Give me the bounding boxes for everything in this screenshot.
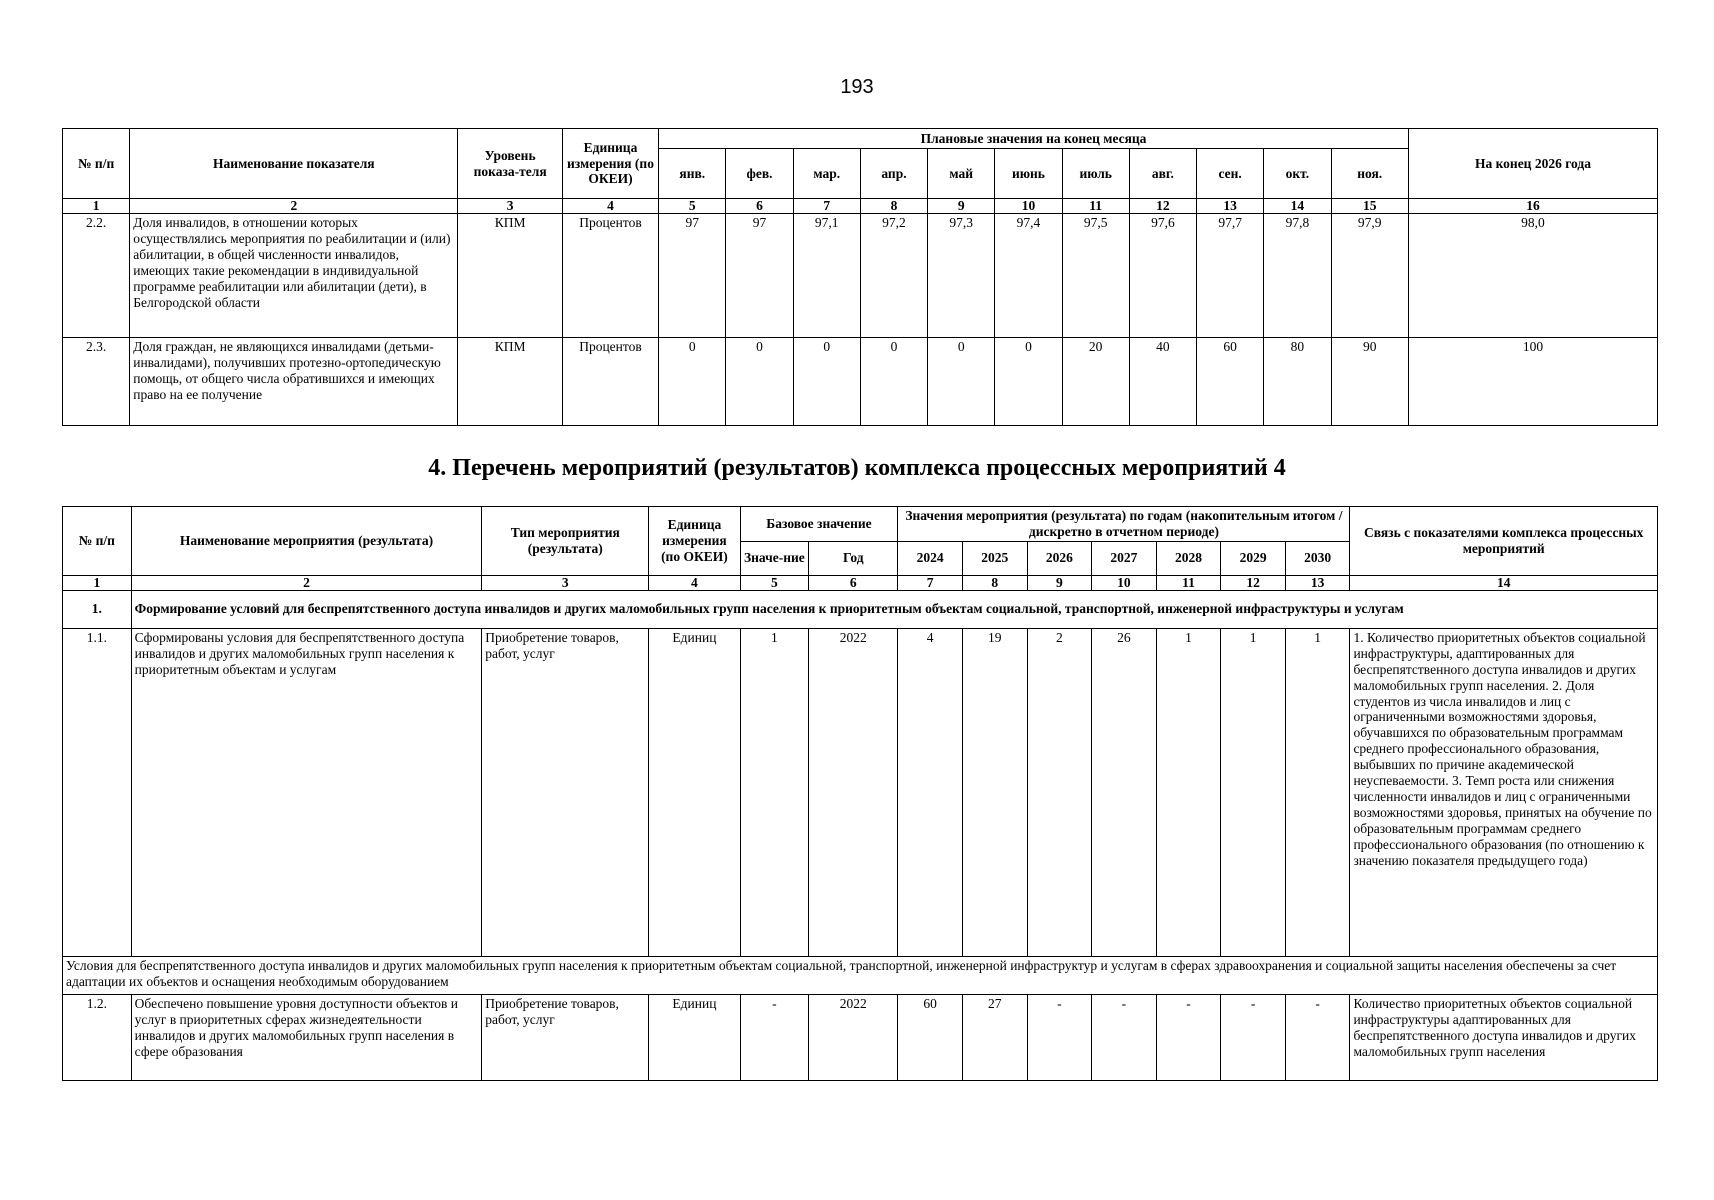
header-unit: Единица измерения (по ОКЕИ) [649, 507, 740, 576]
row-link: Количество приоритетных объектов социальной инфраструктуры адаптированных для беспрепятственного доступа инвалидов и других маломобильных групп населения [1350, 994, 1658, 1080]
row-base-value: - [740, 994, 809, 1080]
header-num: № п/п [63, 507, 132, 576]
row-value: 97,3 [928, 214, 995, 338]
row-year-value: - [1221, 994, 1286, 1080]
row-num: 2.2. [63, 214, 130, 338]
header-link: Связь с показателями комплекса процессных мероприятий [1350, 507, 1658, 576]
col-number: 3 [458, 199, 562, 214]
row-num: 1.2. [63, 994, 132, 1080]
header-year: 2027 [1092, 541, 1157, 575]
row-year-value: 19 [962, 628, 1027, 956]
col-number: 8 [962, 575, 1027, 590]
row-base-year: 2022 [809, 994, 898, 1080]
col-number: 5 [740, 575, 809, 590]
row-value: 0 [726, 338, 793, 426]
table-row [63, 214, 1658, 338]
row-unit: Процентов [562, 338, 658, 426]
row-value: 97,2 [860, 214, 927, 338]
header-month: окт. [1264, 149, 1331, 199]
row-value: 40 [1129, 338, 1196, 426]
col-number: 13 [1197, 199, 1264, 214]
row-level: КПМ [458, 214, 562, 338]
header-year: 2024 [898, 541, 963, 575]
row-value: 97,5 [1062, 214, 1129, 338]
header-month: апр. [860, 149, 927, 199]
row-value: 90 [1331, 338, 1408, 426]
col-number: 6 [809, 575, 898, 590]
row-value: 20 [1062, 338, 1129, 426]
row-value: 0 [928, 338, 995, 426]
row-end: 100 [1408, 338, 1657, 426]
section-row [63, 590, 1658, 628]
row-value: 97,4 [995, 214, 1062, 338]
col-number: 7 [793, 199, 860, 214]
header-month: ноя. [1331, 149, 1408, 199]
row-unit: Единиц [649, 994, 740, 1080]
row-unit: Единиц [649, 628, 740, 956]
header-month: авг. [1129, 149, 1196, 199]
row-year-value: 26 [1092, 628, 1157, 956]
col-number: 6 [726, 199, 793, 214]
column-numbers-row [63, 575, 1658, 590]
col-number: 8 [860, 199, 927, 214]
row-value: 60 [1197, 338, 1264, 426]
header-month: янв. [659, 149, 726, 199]
row-value: 0 [995, 338, 1062, 426]
col-number: 14 [1264, 199, 1331, 214]
col-number: 7 [898, 575, 963, 590]
col-number: 3 [482, 575, 649, 590]
row-link: 1. Количество приоритетных объектов социальной инфраструктуры, адаптированных для беспрепятственного доступа инвалидов и других маломобильных групп населения. 2. Доля студентов из числа инвалидов и лиц с ограниченными возможностями здоровья, обучавшихся по образовательным программам среднего профессионального образования, выбывших по причине академической неуспеваемости. 3. Темп роста или снижения численности инвалидов и лиц с ограниченными возможностями здоровья, принятых на обучение по образовательным программам среднего профессионального образования (по отношению к значению показателя предыдущего года) [1350, 628, 1658, 956]
row-base-value: 1 [740, 628, 809, 956]
header-unit: Единица измерения (по ОКЕИ) [562, 129, 658, 199]
col-number: 15 [1331, 199, 1408, 214]
description-text: Условия для беспрепятственного доступа инвалидов и других маломобильных групп населения к приоритетным объектам социальной, транспортной, инженерной инфраструктур и услугам в сферах здравоохранения и социальной защиты населения обеспечены за счет адаптации их объектов и оснащения необходимым оборудованием [63, 956, 1658, 994]
col-number: 12 [1221, 575, 1286, 590]
table-row [63, 628, 1658, 956]
section-title: 4. Перечень мероприятий (результатов) комплекса процессных мероприятий 4 [428, 455, 1286, 481]
col-number: 5 [659, 199, 726, 214]
col-number: 2 [131, 575, 482, 590]
header-level: Уровень показа-теля [458, 129, 562, 199]
col-number: 10 [1092, 575, 1157, 590]
header-plan: Плановые значения на конец месяца [659, 129, 1409, 149]
table-row [63, 338, 1658, 426]
header-base-value: Значе-ние [740, 541, 809, 575]
row-value: 80 [1264, 338, 1331, 426]
row-year-value: 1 [1285, 628, 1350, 956]
col-number: 1 [63, 575, 132, 590]
section-num: 1. [63, 590, 132, 628]
row-value: 97,9 [1331, 214, 1408, 338]
col-number: 1 [63, 199, 130, 214]
row-value: 97 [659, 214, 726, 338]
section-heading: Формирование условий для беспрепятственного доступа инвалидов и других маломобильных групп населения к приоритетным объектам социальной, транспортной, инженерной инфраструктуры и услугам [131, 590, 1657, 628]
header-year: 2029 [1221, 541, 1286, 575]
row-year-value: - [1027, 994, 1092, 1080]
header-end: На конец 2026 года [1408, 129, 1657, 199]
row-year-value: 60 [898, 994, 963, 1080]
row-value: 97,6 [1129, 214, 1196, 338]
row-year-value: 2 [1027, 628, 1092, 956]
row-num: 2.3. [63, 338, 130, 426]
row-num: 1.1. [63, 628, 132, 956]
col-number: 13 [1285, 575, 1350, 590]
row-value: 0 [793, 338, 860, 426]
row-value: 97,8 [1264, 214, 1331, 338]
header-name: Наименование мероприятия (результата) [131, 507, 482, 576]
row-type: Приобретение товаров, работ, услуг [482, 994, 649, 1080]
col-number: 4 [562, 199, 658, 214]
header-num: № п/п [63, 129, 130, 199]
row-year-value: - [1285, 994, 1350, 1080]
row-name: Обеспечено повышение уровня доступности объектов и услуг в приоритетных сферах жизнедеятельности инвалидов и других маломобильных групп населения в сфере образования [131, 994, 482, 1080]
row-year-value: 4 [898, 628, 963, 956]
header-name: Наименование показателя [130, 129, 458, 199]
header-year: 2028 [1156, 541, 1221, 575]
col-number: 2 [130, 199, 458, 214]
header-values-by-year: Значения мероприятия (результата) по годам (накопительным итогом / дискретно в отчетном периоде) [898, 507, 1350, 542]
indicators-table [62, 128, 1658, 426]
header-base-year: Год [809, 541, 898, 575]
row-base-year: 2022 [809, 628, 898, 956]
header-year: 2025 [962, 541, 1027, 575]
col-number: 9 [1027, 575, 1092, 590]
page-number: 193 [840, 76, 874, 98]
row-year-value: 27 [962, 994, 1027, 1080]
header-year: 2030 [1285, 541, 1350, 575]
column-numbers-row [63, 199, 1658, 214]
description-row [63, 956, 1658, 994]
header-year: 2026 [1027, 541, 1092, 575]
col-number: 11 [1062, 199, 1129, 214]
header-month: июль [1062, 149, 1129, 199]
header-month: фев. [726, 149, 793, 199]
row-value: 0 [659, 338, 726, 426]
header-base: Базовое значение [740, 507, 898, 542]
row-level: КПМ [458, 338, 562, 426]
row-unit: Процентов [562, 214, 658, 338]
activities-table [62, 506, 1658, 1081]
row-name: Сформированы условия для беспрепятственного доступа инвалидов и других маломобильных групп населения к приоритетным объектам и услугам [131, 628, 482, 956]
table-row [63, 994, 1658, 1080]
row-value: 97,1 [793, 214, 860, 338]
header-month: сен. [1197, 149, 1264, 199]
header-month: июнь [995, 149, 1062, 199]
header-month: мар. [793, 149, 860, 199]
row-type: Приобретение товаров, работ, услуг [482, 628, 649, 956]
col-number: 4 [649, 575, 740, 590]
col-number: 9 [928, 199, 995, 214]
header-month: май [928, 149, 995, 199]
row-year-value: - [1156, 994, 1221, 1080]
row-value: 97,7 [1197, 214, 1264, 338]
row-year-value: - [1092, 994, 1157, 1080]
col-number: 10 [995, 199, 1062, 214]
header-type: Тип мероприятия (результата) [482, 507, 649, 576]
col-number: 14 [1350, 575, 1658, 590]
row-value: 97 [726, 214, 793, 338]
row-end: 98,0 [1408, 214, 1657, 338]
col-number: 12 [1129, 199, 1196, 214]
col-number: 16 [1408, 199, 1657, 214]
row-name: Доля инвалидов, в отношении которых осуществлялись мероприятия по реабилитации и (или) абилитации, в общей численности инвалидов, имеющих такие рекомендации в индивидуальной программе реабилитации или абилитации (дети), в Белгородской области [130, 214, 458, 338]
row-year-value: 1 [1156, 628, 1221, 956]
row-name: Доля граждан, не являющихся инвалидами (детьми-инвалидами), получивших протезно-ортопедическую помощь, от общего числа обратившихся и имеющих право на ее получение [130, 338, 458, 426]
col-number: 11 [1156, 575, 1221, 590]
row-year-value: 1 [1221, 628, 1286, 956]
row-value: 0 [860, 338, 927, 426]
